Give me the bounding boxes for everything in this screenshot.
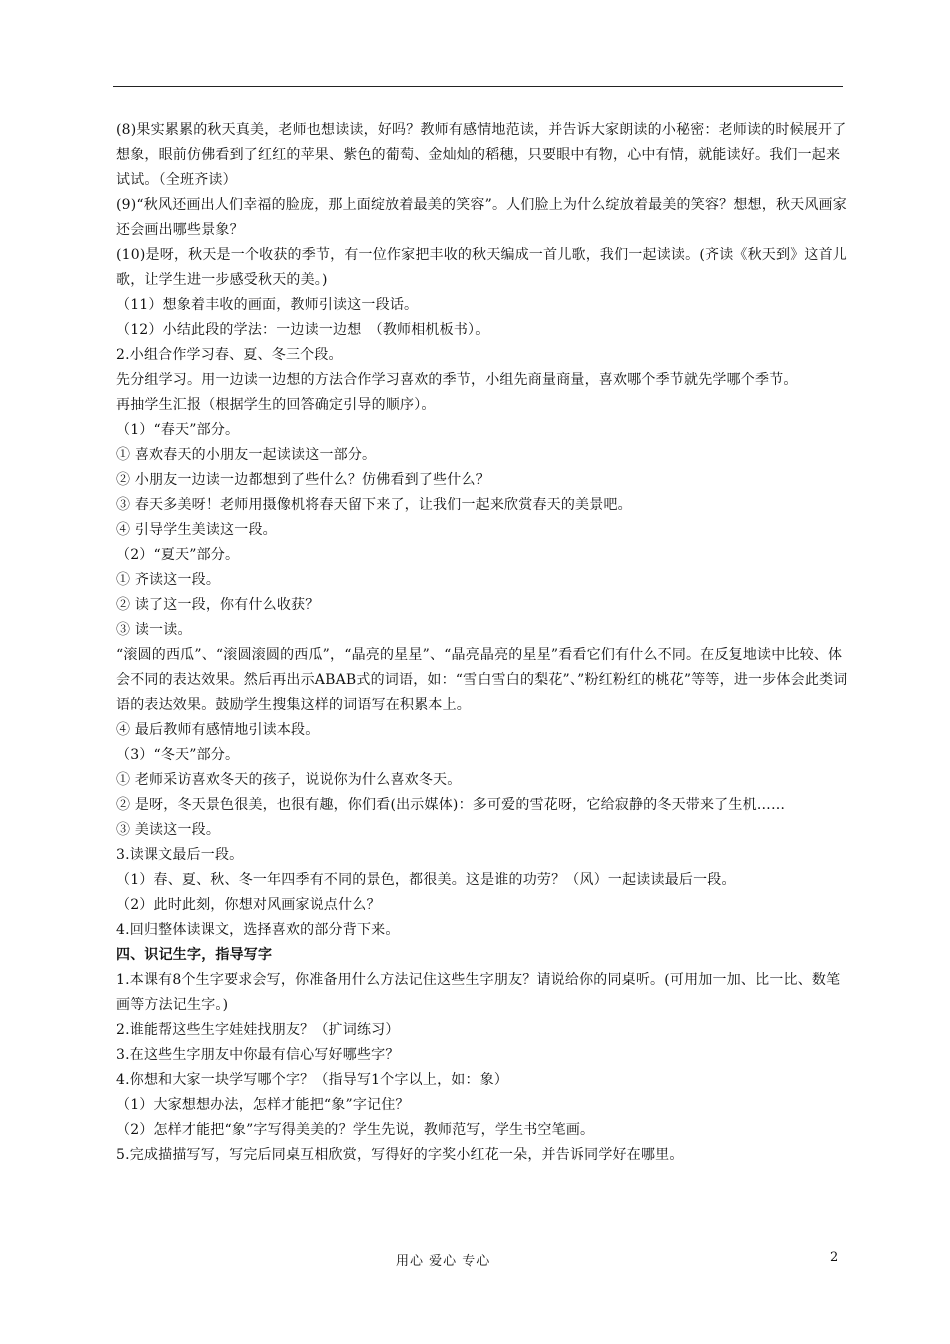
paragraph: 先分组学习。用一边读一边想的方法合作学习喜欢的季节，小组先商量商量，喜欢哪个季节就先学哪个季节。	[116, 372, 798, 388]
paragraph: ④ 最后教师有感情地引读本段。	[116, 722, 320, 738]
paragraph: ③ 读一读。	[116, 622, 192, 638]
paragraph: ③ 美读这一段。	[116, 822, 221, 838]
paragraph: ② 小朋友一边读一边都想到了些什么？仿佛看到了些什么？	[116, 472, 490, 488]
paragraph: (9)“秋风还画出人们幸福的脸庞，那上面绽放着最美的笑容”。人们脸上为什么绽放着最美的笑容？想想，秋天风画家还会画出哪些景象？	[116, 197, 847, 238]
paragraph: （2）“夏天”部分。	[116, 547, 240, 563]
paragraph: （2）此时此刻，你想对风画家说点什么？	[116, 897, 381, 913]
paragraph: （2）怎样才能把“象”字写得美美的？学生先说，教师范写，学生书空笔画。	[116, 1122, 595, 1138]
paragraph: 4.回归整体读课文，选择喜欢的部分背下来。	[116, 922, 400, 938]
paragraph: （11）想象着丰收的画面，教师引读这一段话。	[116, 297, 419, 313]
paragraph: 2.谁能帮这些生字娃娃找朋友？（扩词练习）	[116, 1022, 400, 1038]
paragraph: 2.小组合作学习春、夏、冬三个段。	[116, 347, 343, 363]
paragraph: ② 读了这一段，你有什么收获？	[116, 597, 320, 613]
document-body	[116, 118, 850, 1168]
paragraph: ① 老师采访喜欢冬天的孩子，说说你为什么喜欢冬天。	[116, 772, 462, 788]
paragraph: ② 是呀，冬天景色很美，也很有趣，你们看(出示媒体)：多可爱的雪花呀，它给寂静的冬天带来了生机……	[116, 797, 786, 813]
paragraph: （12）小结此段的学法：一边读一边想 （教师相机板书）。	[116, 322, 490, 338]
page-number: 2	[830, 1250, 839, 1265]
paragraph: 再抽学生汇报（根据学生的回答确定引导的顺序）。	[116, 397, 436, 413]
paragraph: 3.读课文最后一段。	[116, 847, 244, 863]
paragraph: （1）“春天”部分。	[116, 422, 240, 438]
paragraph: 5.完成描描写写，写完后同桌互相欣赏，写得好的字奖小红花一朵，并告诉同学好在哪里。	[116, 1147, 684, 1163]
paragraph: (8)果实累累的秋天真美，老师也想读读，好吗？教师有感情地范读，并告诉大家朗读的小秘密：老师读的时候展开了想象，眼前仿佛看到了红红的苹果、紫色的葡萄、金灿灿的稻穗，只要眼中有物，心中有情，就能读好。我们一起来试试。（全班齐读）	[116, 122, 847, 188]
paragraph: ① 喜欢春天的小朋友一起读读这一部分。	[116, 447, 377, 463]
section-heading: 四、识记生字，指导写字	[116, 947, 273, 963]
paragraph: “滚圆的西瓜”、“滚圆滚圆的西瓜”，“晶亮的星星”、“晶亮晶亮的星星”看看它们有什么不同。在反复地读中比较、体会不同的表达效果。然后再出示ABAB式的词语，如：“雪白雪白的梨花”、”粉红粉红的桃花”等等，进一步体会此类词语的表达效果。鼓励学生搜集这样的词语写在积累本上。	[116, 647, 848, 713]
paragraph: （1）春、夏、秋、冬一年四季有不同的景色，都很美。这是谁的功劳？（风）一起读读最后一段。	[116, 872, 736, 888]
footer-motto: 用心 爱心 专心	[396, 1254, 491, 1269]
paragraph: 1.本课有8个生字要求会写，你准备用什么方法记住这些生字朋友？请说给你的同桌听。(可用加一加、比一比、数笔画等方法记生字。)	[116, 972, 841, 1013]
paragraph: （3）“冬天”部分。	[116, 747, 240, 763]
paragraph: ④ 引导学生美读这一段。	[116, 522, 277, 538]
paragraph: (10)是呀，秋天是一个收获的季节，有一位作家把丰收的秋天编成一首儿歌，我们一起读读。(齐读《秋天到》这首儿歌，让学生进一步感受秋天的美。)	[116, 247, 847, 288]
paragraph: 3.在这些生字朋友中你最有信心写好哪些字？	[116, 1047, 400, 1063]
paragraph: 4.你想和大家一块学写哪个字？（指导写1个字以上，如：象）	[116, 1072, 509, 1088]
page-footer	[0, 1250, 950, 1270]
paragraph: ③ 春天多美呀！老师用摄像机将春天留下来了，让我们一起来欣赏春天的美景吧。	[116, 497, 632, 513]
paragraph: （1）大家想想办法，怎样才能把“象”字记住？	[116, 1097, 410, 1113]
paragraph: ① 齐读这一段。	[116, 572, 221, 588]
header-rule	[113, 86, 843, 87]
